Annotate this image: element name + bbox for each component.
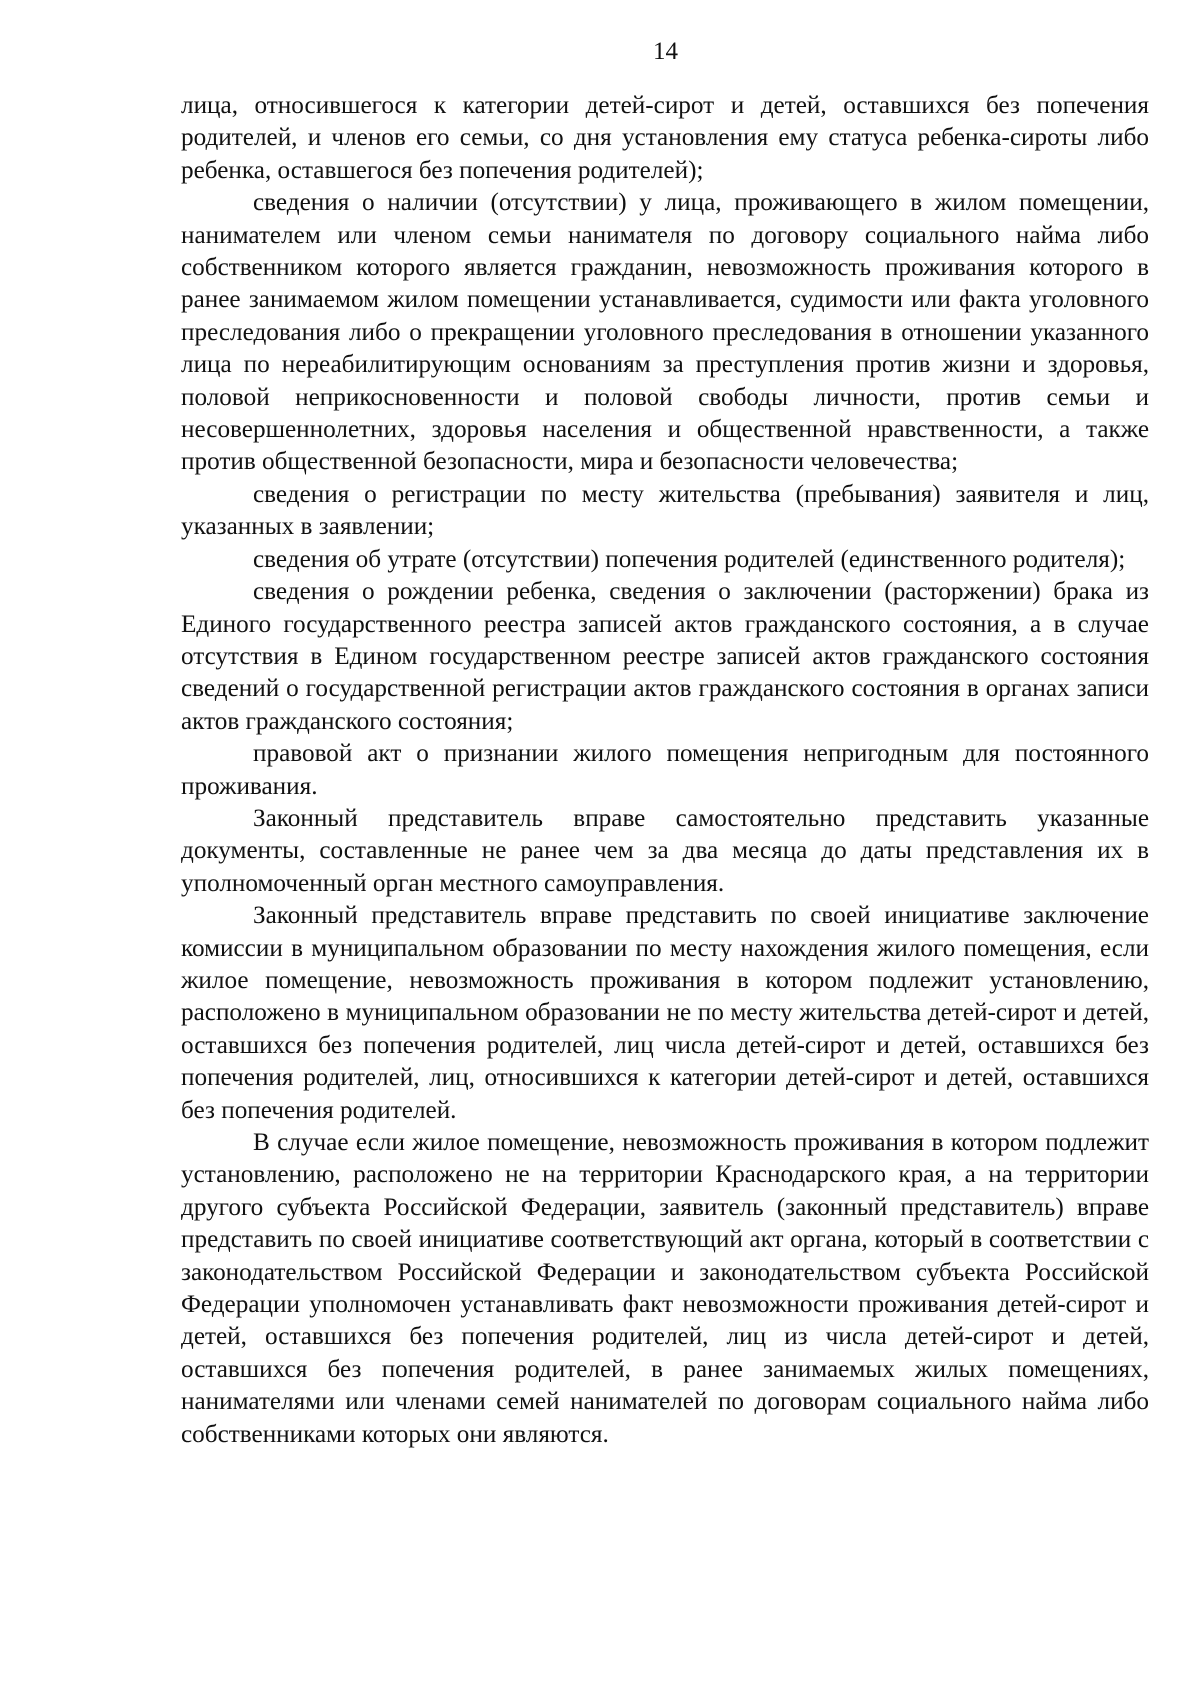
paragraph: Законный представитель вправе представить по своей инициативе заключение комиссии в муниципальном образовании по месту нахождения жилого помещения, если жилое помещение, невозможность проживания в котором подлежит установлению, расположено в муниципальном образовании не по месту жительства детей-сирот и детей, оставшихся без попечения родителей, лиц числа детей-сирот и детей, оставшихся без попечения родителей, лиц, относившихся к категории детей-сирот и детей, оставшихся без попечения родителей. xyxy=(181,902,1149,1124)
paragraph: правовой акт о признании жилого помещения непригодным для постоянного проживания. xyxy=(181,740,1149,800)
paragraph: сведения об утрате (отсутствии) попечения родителей (единственного родителя); xyxy=(253,545,1126,573)
paragraph: лица, относившегося к категории детей-сирот и детей, оставшихся без попечения родителей, и членов его семьи, со дня установления ему статуса ребенка-сироты либо ребенка, оставшегося без попечения родителей); xyxy=(181,92,1149,184)
paragraph: сведения о наличии (отсутствии) у лица, проживающего в жилом помещении, нанимателем или членом семьи нанимателя по договору социального найма либо собственником которого является гражданин, невозможность проживания которого в ранее занимаемом жилом помещении устанавливается, судимости или факта уголовного преследования либо о прекращении уголовного преследования в отношении указанного лица по нереабилитирующим основаниям за преступления против жизни и здоровья, половой неприкосновенности и половой свободы личности, против семьи и несовершеннолетних, здоровья населения и общественной нравственности, а также против общественной безопасности, мира и безопасности человечества; xyxy=(181,189,1149,476)
paragraph: В случае если жилое помещение, невозможность проживания в котором подлежит установлению, расположено не на территории Краснодарского края, а на территории другого субъекта Российской Федерации, заявитель (законный представитель) вправе представить по своей инициативе соответствующий акт органа, который в соответствии с законодательством Российской Федерации и законодательством субъекта Российской Федерации уполномочен устанавливать факт невозможности проживания детей-сирот и детей, оставшихся без попечения родителей, лиц из числа детей-сирот и детей, оставшихся без попечения родителей, в ранее занимаемых жилых помещениях, нанимателями или членами семей нанимателей по договорам социального найма либо собственниками которых они являются. xyxy=(181,1129,1149,1448)
paragraph: Законный представитель вправе самостоятельно представить указанные документы, составленные не ранее чем за два месяца до даты представления их в уполномоченный орган местного самоуправления. xyxy=(181,804,1149,897)
page-number: 14 xyxy=(653,38,678,65)
document-body xyxy=(181,90,1149,1451)
paragraph: сведения о рождении ребенка, сведения о заключении (расторжении) брака из Единого государственного реестра записей актов гражданского состояния, а в случае отсутствия в Едином государственном реестре записей актов гражданского состояния сведений о государственной регистрации актов гражданского состояния в органах записи актов гражданского состояния; xyxy=(181,578,1149,735)
paragraph: сведения о регистрации по месту жительства (пребывания) заявителя и лиц, указанных в заявлении; xyxy=(181,480,1149,541)
